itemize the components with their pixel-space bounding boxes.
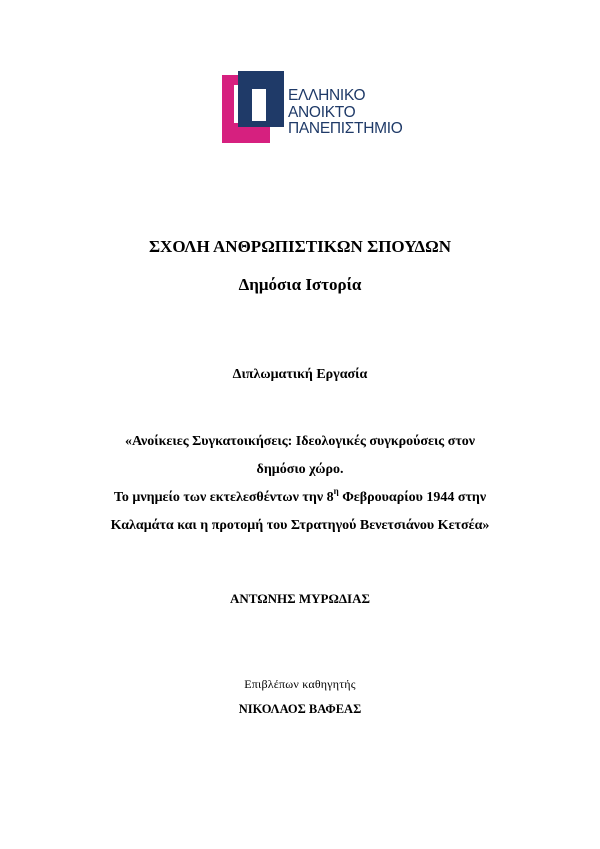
logo-text-line: ΑΝΟΙΚΤΟ bbox=[288, 103, 356, 121]
thesis-title-text: Φεβρουαρίου 1944 στην bbox=[338, 490, 487, 505]
thesis-type: Διπλωματική Εργασία bbox=[232, 367, 368, 382]
author-name: ΑΝΤΩΝΗΣ ΜΥΡΩΔΙΑΣ bbox=[230, 591, 370, 606]
thesis-title-line: δημόσιο χώρο. bbox=[256, 462, 344, 477]
supervisor-label: Επιβλέπων καθηγητής bbox=[244, 677, 356, 691]
ordinal-superscript: η bbox=[333, 486, 339, 497]
logo-text-line: ΕΛΛΗΝΙΚΟ bbox=[288, 87, 366, 104]
school-name: ΣΧΟΛΗ ΑΝΘΡΩΠΙΣΤΙΚΩΝ ΣΠΟΥΔΩΝ bbox=[148, 237, 452, 256]
thesis-title-line: Καλαμάτα και η προτομή του Στρατηγού Βενετσιάνου Κετσέα» bbox=[110, 518, 490, 533]
supervisor-name: ΝΙΚΟΛΑΟΣ ΒΑΦΕΑΣ bbox=[238, 702, 362, 716]
thesis-title-line: «Ανοίκειες Συγκατοικήσεις: Ιδεολογικές συγκρούσεις στον bbox=[124, 434, 476, 449]
program-name: Δημόσια Ιστορία bbox=[238, 275, 362, 294]
university-logo-text bbox=[288, 88, 402, 138]
thesis-title bbox=[0, 428, 600, 540]
university-logo-mark bbox=[222, 71, 284, 143]
university-logo bbox=[222, 71, 412, 143]
thesis-title-line bbox=[0, 484, 600, 512]
thesis-title-text: Το μνημείο των εκτελεσθέντων την 8 bbox=[113, 490, 334, 505]
logo-text-line: ΠΑΝΕΠΙΣΤΗΜΙΟ bbox=[288, 120, 403, 137]
